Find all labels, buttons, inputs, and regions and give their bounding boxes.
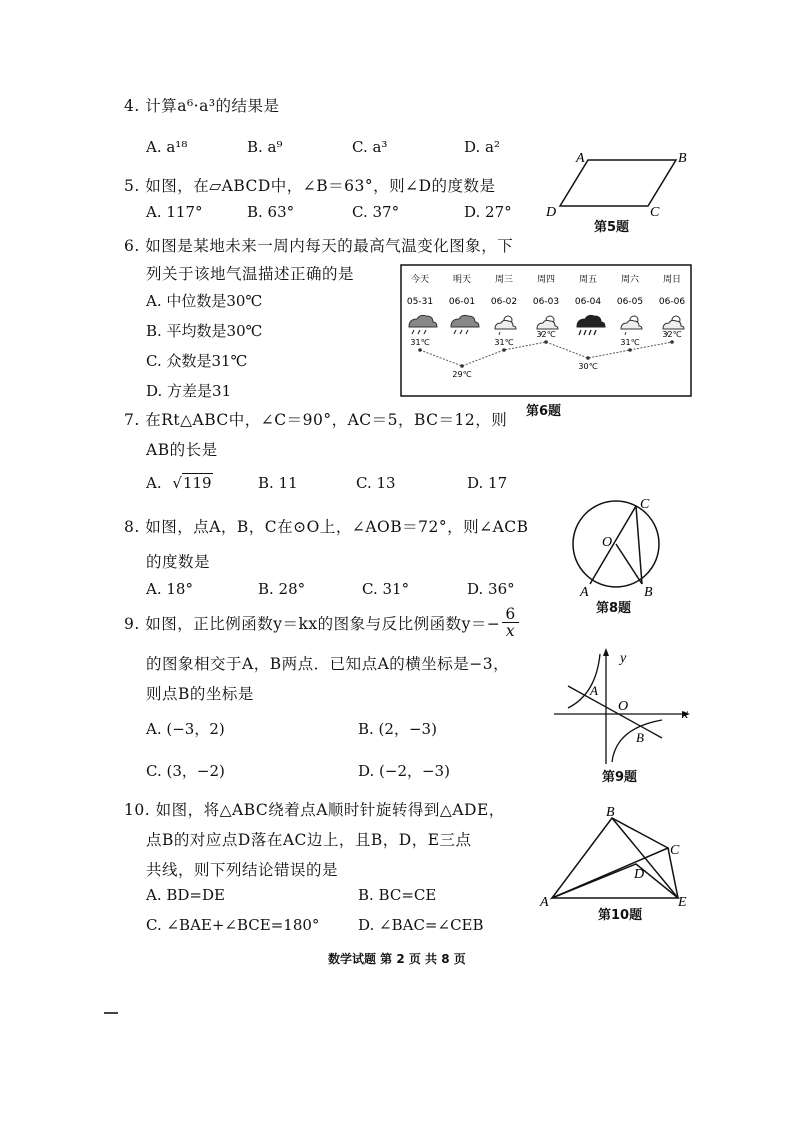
q9-label-y: y (620, 651, 627, 666)
q10-caption: 第10题 (598, 908, 643, 923)
weather-date: 05-31 (406, 297, 434, 307)
q9-frac-num: 6 (502, 606, 518, 623)
q9-label-o: O (618, 699, 629, 714)
temperature-label: 31℃ (494, 338, 514, 347)
q7-option-a (146, 474, 213, 492)
temperature-label: 31℃ (410, 338, 430, 347)
q9-stem-text: 9. 如图，正比例函数y＝kx的图象与反比例函数y＝− (124, 614, 501, 633)
temperature-label: 32℃ (662, 330, 682, 339)
q10-label-d: D (634, 867, 645, 882)
q8-option-c: C. 31° (362, 580, 410, 598)
q9-stem-line1 (124, 606, 519, 640)
q8-caption: 第8题 (596, 601, 632, 616)
weather-day: 周六 (620, 275, 640, 285)
q6-stem-line1: 6. 如图是某地未来一周内每天的最高气温变化图象，下 (124, 237, 514, 255)
q5-option-b: B. 63° (247, 203, 295, 221)
q7-option-d: D. 17 (467, 474, 508, 492)
q7-option-a-value: 119 (182, 474, 212, 492)
weather-date: 06-04 (574, 297, 602, 307)
q8-label-a: A (580, 585, 589, 600)
weather-date: 06-01 (448, 297, 476, 307)
q4-option-b: B. a⁹ (247, 138, 283, 156)
q8-option-b: B. 28° (258, 580, 306, 598)
q10-label-e: E (678, 895, 687, 910)
q6-option-c: C. 众数是31℃ (146, 352, 248, 370)
q7-stem-line1: 7. 在Rt△ABC中，∠C＝90°，AC＝5，BC＝12，则 (124, 411, 508, 429)
q9-frac-den: x (505, 622, 516, 641)
q8-circle-figure (560, 496, 670, 600)
q5-label-b: B (678, 151, 687, 166)
q6-caption: 第6题 (526, 404, 562, 419)
temperature-point (670, 340, 674, 344)
q5-caption: 第5题 (594, 220, 630, 235)
page-footer: 数学试题 第 2 页 共 8 页 (328, 952, 466, 966)
q8-label-c: C (640, 497, 650, 512)
weather-date: 06-03 (532, 297, 560, 307)
temperature-point (460, 364, 464, 368)
q10-label-a: A (540, 895, 549, 910)
temperature-label: 29℃ (452, 370, 472, 379)
q9-label-x: x (682, 707, 689, 722)
temperature-label: 30℃ (578, 362, 598, 371)
q7-stem-line2: AB的长是 (146, 441, 218, 459)
weather-date: 06-05 (616, 297, 644, 307)
q9-option-b: B. (2，−3) (358, 720, 437, 738)
q10-label-b: B (606, 806, 615, 820)
scan-mark (104, 1012, 118, 1014)
q8-stem-line1: 8. 如图，点A，B，C在⊙O上，∠AOB＝72°，则∠ACB (124, 518, 529, 536)
q9-stem-line2: 的图象相交于A，B两点．已知点A的横坐标是−3， (146, 655, 510, 673)
q8-option-d: D. 36° (467, 580, 515, 598)
temperature-label: 31℃ (620, 338, 640, 347)
sqrt-sign: √ (172, 474, 182, 492)
q6-option-b: B. 平均数是30℃ (146, 322, 263, 340)
q9-caption: 第9题 (602, 770, 638, 785)
q7-option-a-prefix: A. (146, 474, 162, 492)
q10-stem-line2: 点B的对应点D落在AC边上，且B，D，E三点 (146, 831, 472, 849)
q5-label-d: D (546, 205, 557, 220)
q5-label-c: C (650, 205, 660, 220)
q9-option-a: A. (−3，2) (146, 720, 225, 738)
q10-triangle-figure (536, 806, 696, 910)
q10-option-d: D. ∠BAC=∠CEB (358, 916, 484, 934)
q4-option-c: C. a³ (352, 138, 388, 156)
q5-label-a: A (576, 151, 585, 166)
q9-option-c: C. (3，−2) (146, 762, 225, 780)
weather-date: 06-06 (658, 297, 686, 307)
temperature-point (418, 348, 422, 352)
q5-stem: 5. 如图，在▱ABCD中，∠B＝63°，则∠D的度数是 (124, 177, 496, 195)
weather-day: 周三 (494, 275, 514, 285)
q5-option-d: D. 27° (464, 203, 512, 221)
q4-option-d: D. a² (464, 138, 500, 156)
q6-stem-line2: 列关于该地气温描述正确的是 (146, 265, 355, 283)
q8-option-a: A. 18° (146, 580, 193, 598)
q5-option-c: C. 37° (352, 203, 400, 221)
weather-day: 周四 (536, 275, 556, 285)
temperature-point (628, 348, 632, 352)
q10-stem-line1: 10. 如图，将△ABC绕着点A顺时针旋转得到△ADE， (124, 801, 505, 819)
q10-option-b: B. BC=CE (358, 886, 437, 904)
weather-day: 明天 (452, 275, 472, 285)
q9-function-figure (550, 644, 696, 768)
temperature-point (544, 340, 548, 344)
q6-option-d: D. 方差是31 (146, 382, 232, 400)
q8-label-o: O (602, 535, 613, 550)
q9-label-b: B (636, 730, 644, 745)
q8-stem-line2: 的度数是 (146, 553, 211, 571)
q7-option-c: C. 13 (356, 474, 396, 492)
q6-option-a: A. 中位数是30℃ (146, 292, 263, 310)
weather-day: 周日 (662, 275, 682, 285)
q5-option-a: A. 117° (146, 203, 203, 221)
q6-weather-chart (400, 264, 692, 397)
q4-option-a: A. a¹⁸ (146, 138, 188, 156)
q10-label-c: C (670, 843, 680, 858)
temperature-label: 32℃ (536, 330, 556, 339)
weather-date: 06-02 (490, 297, 518, 307)
q9-stem-line3: 则点B的坐标是 (146, 685, 254, 703)
q9-fraction (502, 606, 518, 640)
q4-stem: 4. 计算a⁶·a³的结果是 (124, 97, 280, 115)
q9-label-a: A (590, 683, 598, 698)
temperature-point (502, 348, 506, 352)
weather-day: 今天 (410, 275, 430, 285)
temperature-point (586, 356, 590, 360)
weather-day: 周五 (578, 275, 598, 285)
q10-option-a: A. BD=DE (146, 886, 225, 904)
q8-label-b: B (644, 585, 653, 600)
q10-stem-line3: 共线，则下列结论错误的是 (146, 861, 339, 879)
q9-option-d: D. (−2，−3) (358, 762, 450, 780)
q10-option-c: C. ∠BAE+∠BCE=180° (146, 916, 320, 934)
q7-option-b: B. 11 (258, 474, 298, 492)
